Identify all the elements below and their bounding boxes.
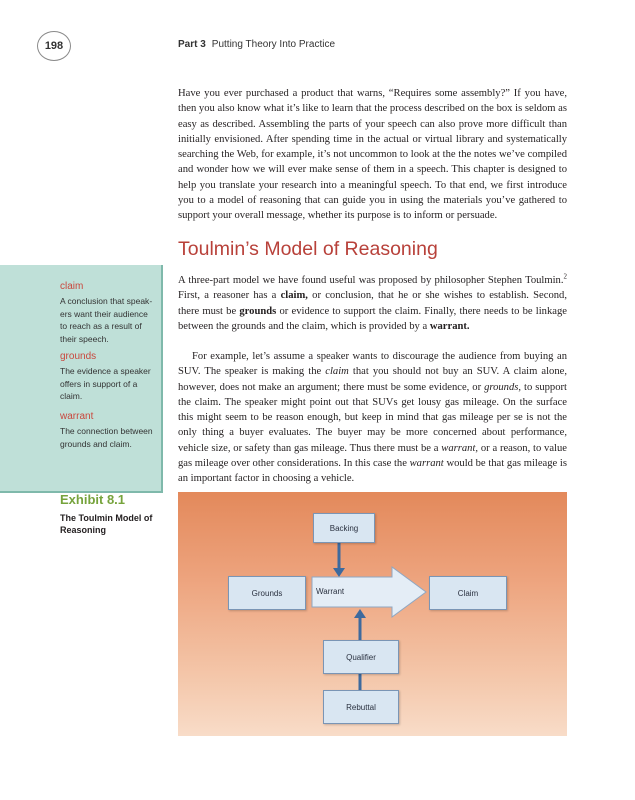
qualifier-box: Qualifier	[323, 640, 399, 674]
rebuttal-box: Rebuttal	[323, 690, 399, 724]
qualifier-arrowhead	[354, 609, 366, 618]
p2-text: For example, let’s assume a speaker wants to discourage the audience from buying an SUV. The speaker is making the	[178, 351, 567, 378]
emph-warrant: warrant	[409, 458, 444, 470]
glossary-sidebar	[0, 265, 163, 493]
glossary-def-claim: A conclusion that speakers want their audience to reach as a result of their speech.	[60, 296, 153, 344]
glossary-def-warrant: The connection between grounds and claim.	[60, 426, 153, 449]
p1-text: or conclusion, that he or she wishes to establish. Second, there must be	[178, 290, 567, 317]
page-number: 198	[37, 31, 71, 61]
toulmin-diagram	[178, 492, 567, 736]
backing-box: Backing	[313, 513, 375, 543]
term-warrant: warrant.	[429, 320, 470, 332]
part-title: Putting Theory Into Practice	[211, 39, 336, 50]
emph-grounds: grounds,	[484, 381, 522, 393]
section-heading: Toulmin’s Model of Reasoning	[178, 238, 438, 260]
p1-text: A three-part model we have found useful was proposed by philosopher Stephen Toulmin.	[178, 275, 564, 286]
glossary-term-claim: claim	[60, 281, 84, 292]
term-grounds: grounds	[239, 305, 277, 317]
p1-text: First, a reasoner has a	[178, 290, 281, 302]
glossary-term-warrant: warrant	[60, 411, 94, 422]
claim-box: Claim	[429, 576, 507, 610]
p1-text: or evidence to support the claim. Finally, there needs to be linkage between the grounds and the claim, which is provided by a	[178, 305, 567, 332]
p2-text: that you should not buy an SUV. A claim alone, however, does not make an argument; there must be some evidence, or	[178, 366, 567, 393]
p2-text: to support the claim. The speaker might point out that SUVs get lousy gas mileage. On the surface this might seem to be reason enough, but keep in mind that gas mileage per se is not the only thing a buyer evaluates. The buyer may be more concerned about performance, vehicle size, or safety than gas mileage. Thus there must be a	[178, 381, 567, 454]
emph-warrant: warrant,	[441, 442, 479, 454]
exhibit-label: Exhibit 8.1	[60, 492, 126, 507]
exhibit-caption: The Toulmin Model of Reasoning	[60, 513, 153, 535]
backing-arrowhead	[333, 568, 345, 577]
warrant-label: Warrant	[316, 587, 345, 596]
p2-text: would be that gas mileage is an important factor in choosing a vehicle.	[178, 458, 567, 485]
glossary-term-grounds: grounds	[60, 351, 97, 362]
grounds-box: Grounds	[228, 576, 306, 610]
part-label: Part 3	[178, 39, 206, 50]
footnote-ref: 2	[563, 272, 567, 281]
intro-paragraph: Have you ever purchased a product that warns, “Requires some assembly?” If you have, then you also know what it’s like to learn that the process described on the box is seldom as easy as described. Assembling the parts of your speech can also prove more difficult than initially envisioned. After spending time in the actual or virtual library and systematically searching the Web, for example, it’s not uncommon to look at the the notes we’ve compiled and wonder how we will ever make sense of them in a speech. This chapter is designed to help you translate your research into a meaningful speech. To that end, we first introduce you to a model of reasoning that can guide you in using the materials you’ve gathered to support your overall message, whether its purpose is to inform or persuade.	[178, 88, 567, 222]
running-head	[178, 39, 335, 50]
glossary-def-grounds: The evidence a speaker offers in support of a claim.	[60, 366, 151, 401]
paragraph-1	[178, 273, 567, 334]
emph-claim: claim	[325, 366, 349, 378]
p2-text: or a reason, to value gas mileage over other considerations. In this case the	[178, 442, 567, 470]
paragraph-2	[178, 349, 567, 487]
term-claim: claim,	[280, 290, 308, 302]
